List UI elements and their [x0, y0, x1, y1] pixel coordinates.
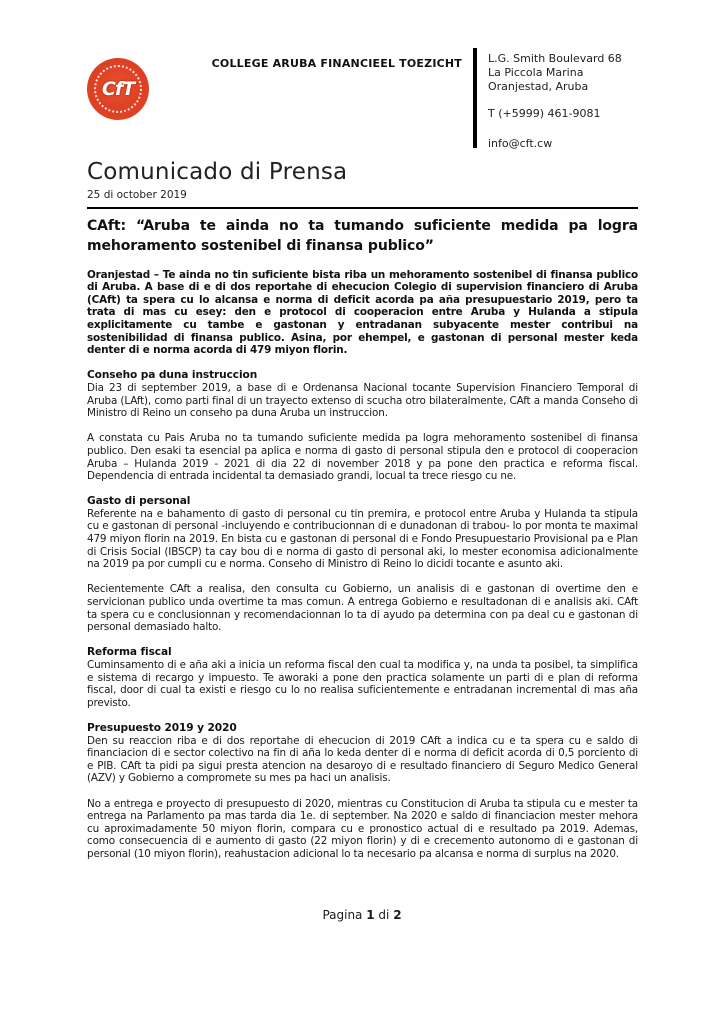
section-paragraph: No a entrega e proyecto di presupuesto di 2020, mientras cu Constitucion di Aruba ta stipula cu e mester ta entrega na Parlamento pa mas tarda dia 1e. di september. Na 2020 e saldo di financiacion mester mehora cu aproximadamente 50 miyon florin, compara cu e pronostico actual di e resultado pa 2019. Ademas, como consecuencia di e aumento di gasto (22 miyon florin) y di e crecemento autonomo di e gastonan di personal (10 miyon florin), reahustacion adicional lo ta necesario pa alcansa e norma di surplus na 2020.: [87, 797, 638, 860]
document-date: 25 di october 2019: [87, 189, 187, 201]
section-heading: Presupuesto 2019 y 2020: [87, 721, 237, 734]
contact-block: [488, 48, 638, 151]
document-body: [87, 269, 638, 861]
title-rule: [87, 207, 638, 209]
section-paragraph: Recientemente CAft a realisa, den consulta cu Gobierno, un analisis di e gastonan di overtime den e servicionan publico unda overtime ta mas comun. A entrega Gobierno e resultadonan di e analisis aki. CAft ta spera cu e conclusionnan y recomendacionnan lo ta di ayudo pa determina con pa deal cu e gastonan di personal demasiado halto.: [87, 583, 638, 634]
footer-label: Pagina: [322, 908, 363, 922]
section-paragraph: Den su reaccion riba e di dos reportahe di ehecucion di 2019 CAft a indica cu e ta spera cu e saldo di financiacion di e sector colectivo na fin di aña lo keda denter di e norma di deficit acorda di 0,5 porciento di e PIB. CAft ta pidi pa sigui presta atencion na desaroyo di e resultado financiero di Seguro Medico General (AZV) y Gobierno a compromete su mes pa haci un analisis.: [87, 734, 638, 785]
address-line: Oranjestad, Aruba: [488, 80, 589, 93]
section-paragraph: A constata cu Pais Aruba no ta tumando suficiente medida pa logra mehoramento sostenibel di finansa publico. Den esaki ta esencial pa aplica e norma di gasto di personal stipula den e protocol di cooperacion Aruba – Hulanda 2019 - 2021 di dia 22 di november 2018 y pa pone den practica e reforma fiscal. Dependencia di entrada incidental ta demasiado grandi, locual ta trece riesgo cu ne.: [87, 432, 638, 483]
footer-page-number: 1: [366, 908, 375, 922]
phone-number: T (+5999) 461-9081: [488, 107, 601, 120]
address-line: L.G. Smith Boulevard 68: [488, 52, 622, 65]
email-address: info@cft.cw: [488, 137, 553, 150]
section-paragraph: Dia 23 di september 2019, a base di e Ordenansa Nacional tocante Supervision Financiero Temporal di Aruba (LAft), como parti final di un trayecto extenso di scucha otro bilateralmente, CAft a manda Conseho di Ministro di Reino un conseho pa duna Aruba un instruccion.: [87, 381, 638, 420]
section-paragraph: Referente na e bahamento di gasto di personal cu tin premira, e protocol entre Aruba y Hulanda ta stipula cu e gastonan di personal -incluyendo e contribucionnan di e dunadonan di trabou- lo por monta te maximal 479 miyon florin na 2019. En bista cu e gastonan di personal di e Fondo Presupuestario Provisional pa e Plan di Crisis Social (IBSCP) ta cay bou di e norma di gasto di personal aki, lo mester economisa adicionalmente na 2019 pa por cumpli cu e norma. Conseho di Ministro di Reino lo dicidi tocante e asunto aki.: [87, 507, 638, 571]
address-line: La Piccola Marina: [488, 66, 584, 79]
section-heading: Reforma fiscal: [87, 646, 172, 659]
footer-separator: di: [378, 908, 390, 922]
org-name: COLLEGE ARUBA FINANCIEEL TOEZICHT: [211, 57, 462, 70]
document-title: Comunicado di Prensa: [87, 159, 348, 185]
page-footer: [0, 908, 724, 922]
section-heading: Conseho pa duna instruccion: [87, 369, 258, 382]
footer-total-pages: 2: [393, 908, 402, 922]
logo-text: CfT: [101, 78, 135, 100]
cft-logo: [87, 58, 149, 120]
header-divider: [473, 48, 477, 148]
press-release-headline: CAft: “Aruba te ainda no ta tumando suficiente medida pa logra mehoramento sostenibel di finansa publico”: [87, 218, 638, 254]
lead-paragraph: Oranjestad – Te ainda no tin suficiente bista riba un mehoramento sostenibel di finansa publico di Aruba. A base di e di dos reportahe di ehecucion Colegio di supervision financiero di Aruba (CAft) ta spera cu lo alcansa e norma di deficit acorda pa aña presupuestario 2019, pero ta trata di mas cu esey: den e protocol di cooperacion entre Aruba y Hulanda a stipula explicitamente cu tambe e gastonan y entradanan subyacente mester contribui na sostenibilidad di finansa publico. Asina, por ehempel, e gastonan di personal mester keda denter di e norma acorda di 479 miyon florin.: [87, 268, 638, 357]
section-heading: Gasto di personal: [87, 495, 191, 508]
letterhead: [87, 48, 638, 150]
section-paragraph: Cuminsamento di e aña aki a inicia un reforma fiscal den cual ta modifica y, na unda ta posibel, ta simplifica e sistema di recargo y impuesto. Te aworaki a pone den practica solamente un parti di e plan di reforma fiscal, door di cual ta existi e riesgo cu lo no realisa suficientemente e entradanan incremental di mas aña previsto.: [87, 659, 638, 709]
